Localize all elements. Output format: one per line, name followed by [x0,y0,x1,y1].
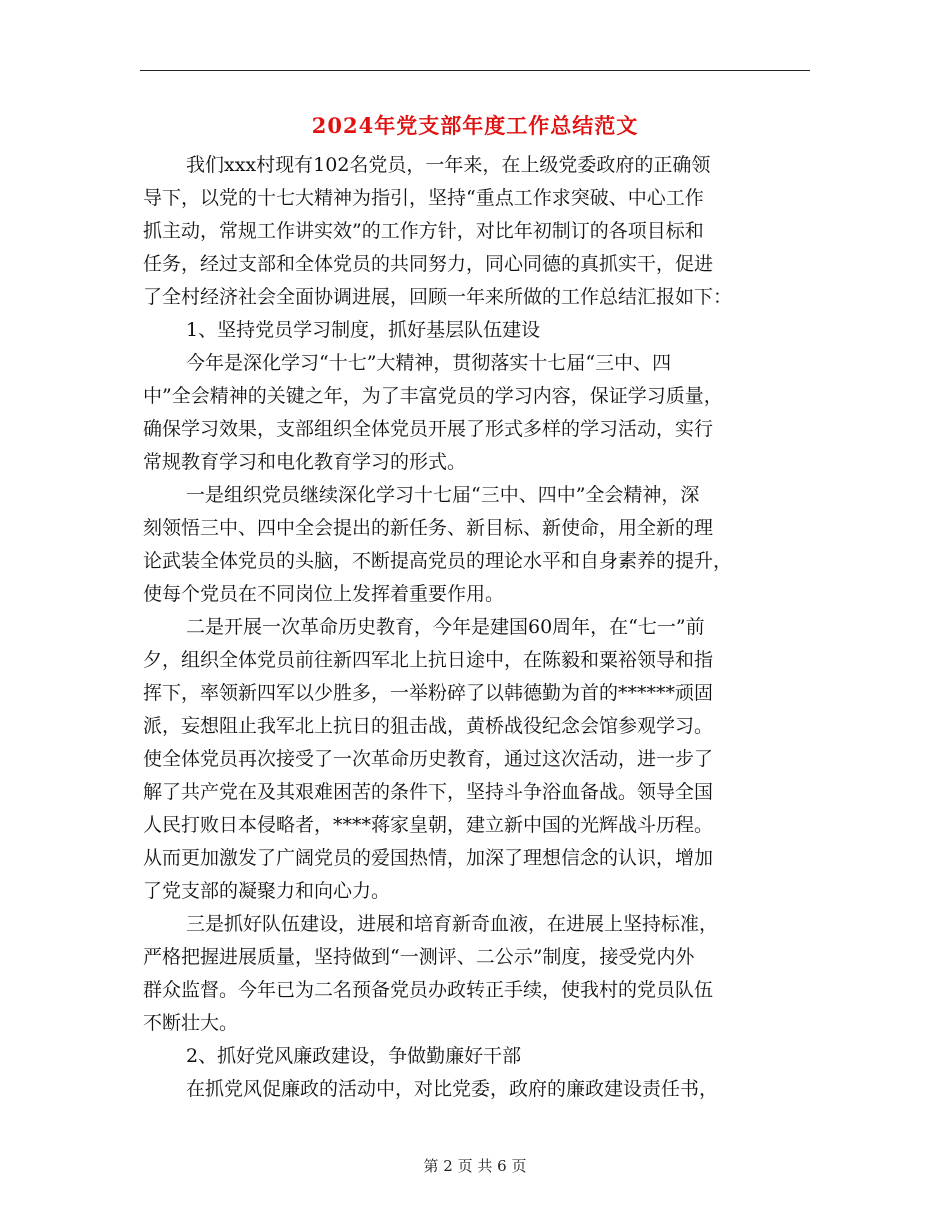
body-line: 一是组织党员继续深化学习十七届“三中、四中”全会精神，深 [186,484,700,506]
body-line: 二是开展一次革命历史教育，今年是建国60周年，在“七一”前 [186,616,705,638]
body-line: 严格把握进展质量，坚持做到“一测评、二公示”制度，接受党内外 [143,946,695,968]
body-line: 任务，经过支部和全体党员的共同努力，同心同德的真抓实干，促进 [143,253,714,275]
body-line: 三是抓好队伍建设，进展和培育新奇血液，在进展上坚持标准， [186,913,719,935]
page-footer [0,1155,950,1176]
body-line: 使每个党员在不同岗位上发挥着重要作用。 [143,583,505,605]
body-line: 确保学习效果，支部组织全体党员开展了形式多样的学习活动，实行 [143,418,714,440]
body-line: 论武装全体党员的头脑，不断提高党员的理论水平和自身素养的提升， [143,550,733,572]
body-line: 我们xxx村现有102名党员，一年来，在上级党委政府的正确领 [186,154,711,176]
body-line: 常规教育学习和电化教育学习的形式。 [143,451,467,473]
body-line: 人民打败日本侵略者，****蒋家皇朝，建立新中国的光辉战斗历程。 [143,814,714,836]
body-line: 不断壮大。 [143,1012,239,1034]
body-line: 解了共产党在及其艰难困苦的条件下，坚持斗争浴血备战。领导全国 [143,781,714,803]
section-heading: 2、抓好党风廉政建设，争做勤廉好干部 [186,1045,522,1067]
body-line: 今年是深化学习“十七”大精神，贯彻落实十七届“三中、四 [186,352,672,374]
body-line: 群众监督。今年已为二名预备党员办政转正手续，使我村的党员队伍 [143,979,714,1001]
body-line: 导下，以党的十七大精神为指引，坚持“重点工作求突破、中心工作 [143,187,704,209]
document-title: 2024年党支部年度工作总结范文 [311,113,639,138]
section-heading: 1、坚持党员学习制度，抓好基层队伍建设 [186,319,541,341]
body-line: 刻领悟三中、四中全会提出的新任务、新目标、新使命，用全新的理 [143,517,714,539]
body-line: 夕，组织全体党员前往新四军北上抗日途中，在陈毅和粟裕领导和指 [143,649,714,671]
body-line: 从而更加激发了广阔党员的爱国热情，加深了理想信念的认识，增加 [143,847,714,869]
body-line: 挥下，率领新四军以少胜多，一举粉碎了以韩德勤为首的******顽固 [143,682,714,704]
body-line: 派，妄想阻止我军北上抗日的狙击战，黄桥战役纪念会馆参观学习。 [143,715,714,737]
body-line: 中”全会精神的关键之年，为了丰富党员的学习内容，保证学习质量， [143,385,723,407]
page-number: 第 2 页 共 6 页 [423,1157,527,1175]
body-line: 在抓党风促廉政的活动中，对比党委，政府的廉政建设责任书， [186,1078,719,1100]
body-line: 使全体党员再次接受了一次革命历史教育，通过这次活动，进一步了 [143,748,714,770]
body-line: 了党支部的凝聚力和向心力。 [143,880,391,902]
body-line: 了全村经济社会全面协调进展，回顾一年来所做的工作总结汇报如下： [143,286,733,308]
header-rule [140,70,810,71]
body-line: 抓主动，常规工作讲实效”的工作方针，对比年初制订的各项目标和 [143,220,704,242]
